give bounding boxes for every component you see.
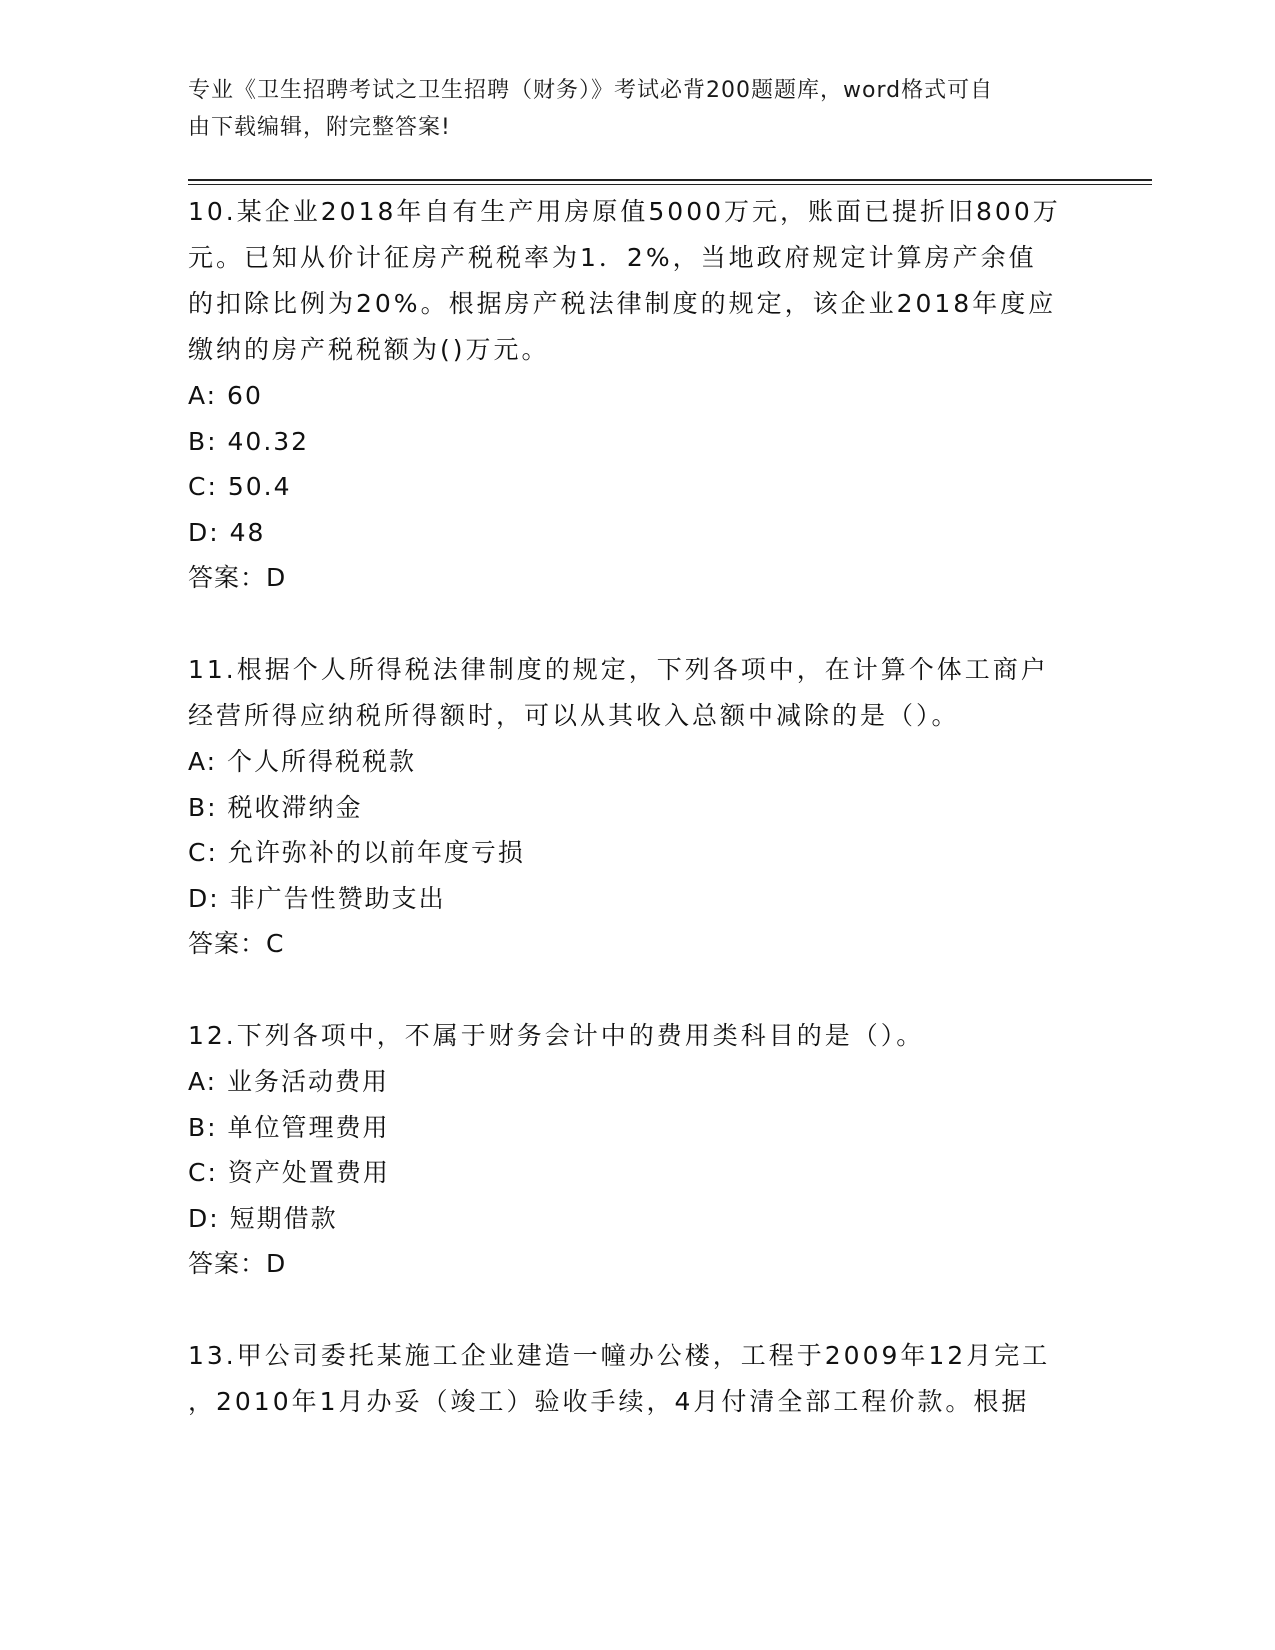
option-d: D: 非广告性赞助支出: [188, 883, 446, 913]
option-b: B: 税收滞纳金: [188, 792, 363, 822]
question-stem-line: 元。已知从价计征房产税税率为1．2%，当地政府规定计算房产余值: [188, 243, 1037, 272]
question-12: [188, 1013, 1088, 1287]
header-line-2: 由下载编辑，附完整答案!: [188, 115, 451, 140]
option-a: A: 业务活动费用: [188, 1067, 390, 1096]
question-stem-line: 12.下列各项中，不属于财务会计中的费用类科目的是（）。: [188, 1021, 925, 1050]
header-divider-thin: [188, 184, 1152, 185]
option-c: C: 50.4: [188, 472, 292, 501]
question-stem-line: 经营所得应纳税所得额时，可以从其收入总额中减除的是（）。: [188, 701, 960, 730]
header-divider-thick: [188, 179, 1152, 181]
question-stem-line: 的扣除比例为20%。根据房产税法律制度的规定，该企业2018年度应: [188, 289, 1057, 318]
header-line-1: 专业《卫生招聘考试之卫生招聘（财务）》考试必背200题题库，word格式可自: [188, 78, 994, 103]
answer: 答案：C: [188, 929, 285, 958]
option-b: B: 单位管理费用: [188, 1112, 390, 1142]
question-stem-line: 10.某企业2018年自有生产用房原值5000万元，账面已提折旧800万: [188, 197, 1061, 226]
option-d: D: 48: [188, 517, 266, 547]
question-stem-line: 13.甲公司委托某施工企业建造一幢办公楼，工程于2009年12月完工: [188, 1341, 1051, 1370]
option-c: C: 允许弥补的以前年度亏损: [188, 838, 525, 867]
option-a: A: 60: [188, 381, 263, 410]
question-11: [188, 647, 1088, 967]
answer: 答案：D: [188, 1249, 287, 1278]
question-stem-line: 缴纳的房产税税额为()万元。: [188, 335, 550, 364]
question-stem-line: ，2010年1月办妥（竣工）验收手续，4月付清全部工程价款。根据: [188, 1387, 1030, 1416]
document-header: [188, 72, 1068, 146]
option-c: C: 资产处置费用: [188, 1158, 390, 1187]
question-list: [188, 189, 1088, 1425]
spacer: [188, 601, 1088, 647]
option-d: D: 短期借款: [188, 1203, 338, 1233]
question-stem-line: 11.根据个人所得税法律制度的规定，下列各项中，在计算个体工商户: [188, 655, 1049, 684]
question-13: [188, 1333, 1088, 1425]
question-10: [188, 189, 1088, 601]
spacer: [188, 967, 1088, 1013]
option-a: A: 个人所得税税款: [188, 747, 417, 776]
option-b: B: 40.32: [188, 426, 310, 456]
spacer: [188, 1287, 1088, 1333]
answer: 答案：D: [188, 563, 287, 592]
